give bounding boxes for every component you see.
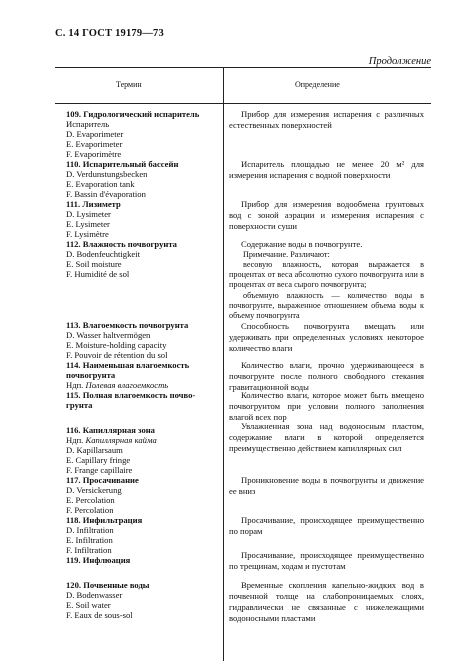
definition-110: Испаритель площадью не менее 20 м² для измерения испарения с водной поверхности bbox=[229, 159, 424, 180]
term-line: D. Bodenwasser bbox=[66, 590, 123, 600]
definition-117: Проникновение воды в почвогрунты и движение ее вниз bbox=[229, 475, 424, 496]
term-line: F. Eaux de sous-sol bbox=[66, 610, 133, 620]
definition-111: Прибор для измерения водообмена грунтовых вод с зоной аэрации и измерения испарения с поверхности суши bbox=[229, 199, 424, 231]
definition-112-weight: весовую влажность, которая выражается в процентах от веса абсолютно сухого почвогрунта или в процентах от веса сырого почвогрунта; bbox=[229, 260, 424, 289]
definition-112-note: Примечание. Различают: bbox=[243, 250, 330, 259]
continuation-label: Продолжение bbox=[368, 56, 431, 67]
definition-118: Просачивание, происходящее преимущественно по порам bbox=[229, 515, 424, 536]
definition-120: Временные скопления капельно-жидких вод в почвенной толще на слабопроницаемых слоях, гидравлически не связанные с нижележащими водоносными пластами bbox=[229, 580, 424, 623]
term-line: грунта bbox=[66, 400, 93, 410]
term-110: 110. Испарительный бассейн bbox=[66, 159, 179, 169]
definition-116: Увлажненная зона над водоносным пластом, содержание влаги в которой определяется преимущественно действием капиллярных сил bbox=[229, 421, 424, 453]
column-header-terms: Термин bbox=[116, 80, 142, 89]
term-109: 109. Гидрологический испаритель bbox=[66, 109, 200, 119]
column-header-definition: Определение bbox=[295, 80, 340, 89]
term-line: E. Infiltration bbox=[66, 535, 113, 545]
term-line: E. Moisture-holding capacity bbox=[66, 340, 167, 350]
term-line: D. Infiltration bbox=[66, 525, 114, 535]
term-114: 114. Наименьшая влагоемкость bbox=[66, 360, 190, 370]
term-116: 116. Капиллярная зона bbox=[66, 425, 155, 435]
table-column-divider bbox=[223, 67, 224, 661]
definition-114: Количество влаги, прочно удерживающееся в почвогрунте после полного свободного стекания гравитационной воды bbox=[229, 360, 424, 392]
term-line: E. Percolation bbox=[66, 495, 115, 505]
definition-109: Прибор для измерения испарения с различных естественных поверхностей bbox=[229, 109, 424, 130]
term-120: 120. Почвенные воды bbox=[66, 580, 150, 590]
term-line: E. Capillary fringe bbox=[66, 455, 131, 465]
table-header-rule bbox=[55, 103, 431, 104]
term-line: D. Lysimeter bbox=[66, 209, 111, 219]
term-117: 117. Просачивание bbox=[66, 475, 139, 485]
term-line: E. Soil water bbox=[66, 600, 111, 610]
term-line: F. Lysimètre bbox=[66, 229, 109, 239]
term-line: E. Soil moisture bbox=[66, 259, 122, 269]
term-line: Испаритель bbox=[66, 119, 110, 129]
term-nonpreferred: Ндп. Полевая влагоемкость bbox=[66, 380, 169, 390]
term-line: E. Evaporimeter bbox=[66, 139, 123, 149]
definition-112-volume: объемную влажность — количество воды в почвогрунте, выраженное отношением объема воды к объему почвогрунта bbox=[229, 291, 424, 320]
term-line: D. Verdunstungsbecken bbox=[66, 169, 148, 179]
term-line: D. Bodenfeuchtigkeit bbox=[66, 249, 140, 259]
term-112: 112. Влажность почвогрунта bbox=[66, 239, 177, 249]
term-line: F. Frange capillaire bbox=[66, 465, 133, 475]
term-119: 119. Инфлюация bbox=[66, 555, 131, 565]
term-115: 115. Полная влагоемкость почво- bbox=[66, 390, 196, 400]
term-line: D. Kapillarsaum bbox=[66, 445, 123, 455]
term-line: D. Versickerung bbox=[66, 485, 122, 495]
term-line: F. Evaporimètre bbox=[66, 149, 122, 159]
page-header-ref: С. 14 ГОСТ 19179—73 bbox=[55, 28, 164, 39]
term-line: F. Pouvoir de rétention du sol bbox=[66, 350, 168, 360]
definition-113: Способность почвогрунта вмещать или удерживать при определенных условиях некоторое количество влаги bbox=[229, 321, 424, 353]
term-line: E. Lysimeter bbox=[66, 219, 110, 229]
term-nonpreferred: Ндп. Капиллярная кайма bbox=[66, 435, 157, 445]
term-line: почвогрунта bbox=[66, 370, 116, 380]
term-118: 118. Инфильтрация bbox=[66, 515, 143, 525]
term-line: F. Percolation bbox=[66, 505, 114, 515]
definition-115: Количество влаги, которое может быть вмещено почвогрунтом при условии полного заполнения влагой всех пор bbox=[229, 390, 424, 422]
definition-112: Содержание воды в почвогрунте. bbox=[241, 239, 363, 249]
term-111: 111. Лизиметр bbox=[66, 199, 121, 209]
term-line: E. Evaporation tank bbox=[66, 179, 135, 189]
term-line: F. Infiltration bbox=[66, 545, 112, 555]
table-top-rule bbox=[55, 67, 431, 68]
term-line: D. Evaporimeter bbox=[66, 129, 124, 139]
term-line: F. Bassin d'évaporation bbox=[66, 189, 146, 199]
definition-119: Просачивание, происходящее преимущественно по трещинам, ходам и пустотам bbox=[229, 550, 424, 571]
term-line: F. Humidité de sol bbox=[66, 269, 130, 279]
term-line: D. Wasser haltvermögen bbox=[66, 330, 151, 340]
term-113: 113. Влагоемкость почвогрунта bbox=[66, 320, 189, 330]
